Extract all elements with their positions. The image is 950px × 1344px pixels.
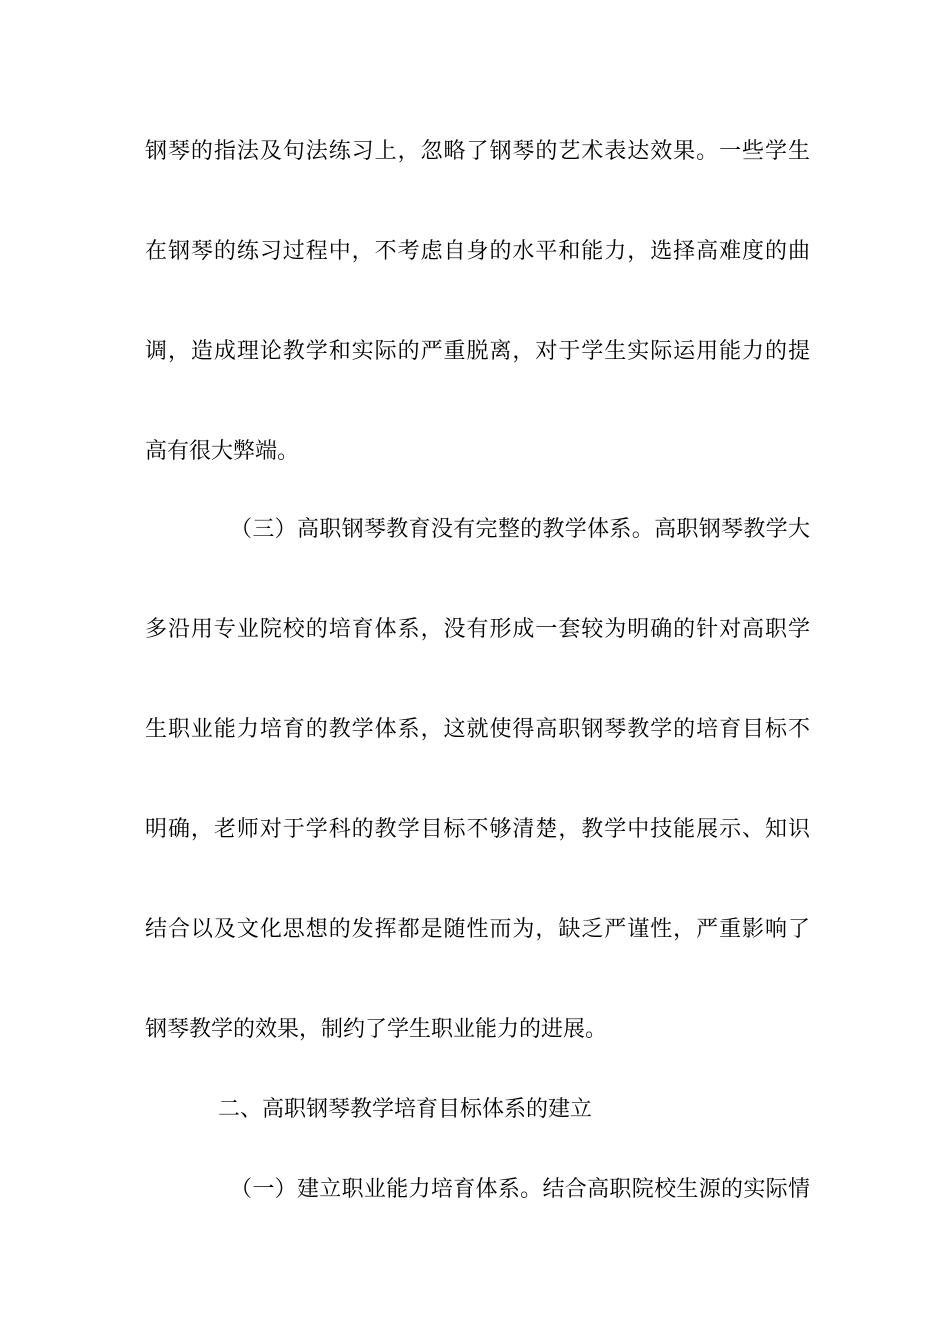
paragraph-line: 调，造成理论教学和实际的严重脱离，对于学生实际运用能力的提 xyxy=(145,339,810,364)
section-heading: 二、高职钢琴教学培育目标体系的建立 xyxy=(218,1097,593,1122)
paragraph-start-line: （一）建立职业能力培育体系。结合高职院校生源的实际情 xyxy=(230,1177,810,1202)
paragraph-line: 结合以及文化思想的发挥都是随性而为，缺乏严谨性，严重影响了 xyxy=(145,917,810,942)
paragraph-line: 在钢琴的练习过程中，不考虑自身的水平和能力，选择高难度的曲 xyxy=(145,239,810,264)
paragraph-line-last: 高有很大弊端。 xyxy=(145,439,300,464)
paragraph-line: 钢琴的指法及句法练习上，忽略了钢琴的艺术表达效果。一些学生 xyxy=(145,139,810,164)
paragraph-line-last: 钢琴教学的效果，制约了学生职业能力的进展。 xyxy=(145,1017,608,1042)
paragraph-line: 生职业能力培育的教学体系，这就使得高职钢琴教学的培育目标不 xyxy=(145,717,810,742)
paragraph-start-line: （三）高职钢琴教育没有完整的教学体系。高职钢琴教学大 xyxy=(230,517,810,542)
paragraph-line: 多沿用专业院校的培育体系，没有形成一套较为明确的针对高职学 xyxy=(145,617,810,642)
paragraph-line: 明确，老师对于学科的教学目标不够清楚，教学中技能展示、知识 xyxy=(145,817,810,842)
